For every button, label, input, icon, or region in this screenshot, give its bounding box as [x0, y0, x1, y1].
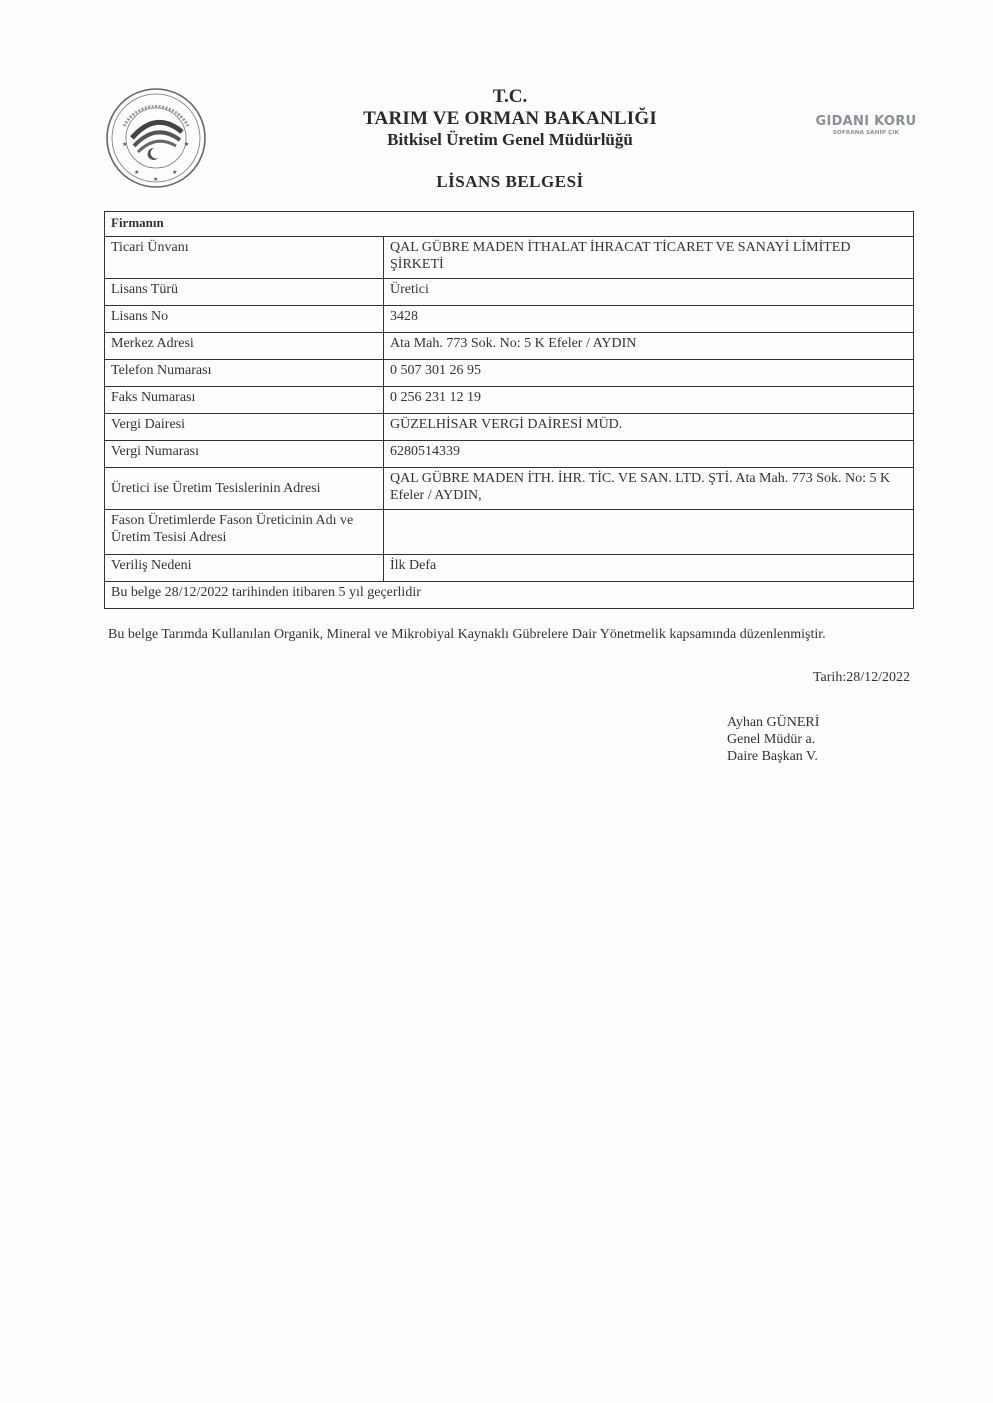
signatory-title-2: Daire Başkan V.	[727, 749, 818, 764]
row-label: Vergi Numarası	[105, 441, 384, 468]
row-label: Ticari Ünvanı	[105, 237, 384, 279]
table-row	[105, 468, 914, 510]
row-value: 6280514339	[384, 441, 914, 468]
row-label: Lisans No	[105, 306, 384, 333]
table-row	[105, 306, 914, 333]
table-row	[105, 510, 914, 555]
table-row	[105, 237, 914, 279]
table-row	[105, 414, 914, 441]
section-header: Firmanın	[105, 212, 914, 237]
license-table	[104, 211, 914, 609]
row-label: Faks Numarası	[105, 387, 384, 414]
svg-text:★: ★	[122, 141, 128, 148]
header-department: Bitkisel Üretim Genel Müdürlüğü	[387, 130, 633, 149]
document-title: LİSANS BELGESİ	[436, 172, 584, 191]
table-row	[105, 555, 914, 582]
row-value: Üretici	[384, 279, 914, 306]
logo-sub-text: SOFRANA SAHİP ÇIK	[832, 130, 900, 136]
table-row	[105, 279, 914, 306]
header-ministry: TARIM VE ORMAN BAKANLIĞI	[363, 108, 657, 129]
validity-statement: Bu belge 28/12/2022 tarihinden itibaren 5 yıl geçerlidir	[105, 582, 914, 609]
row-label: Veriliş Nedeni	[105, 555, 384, 582]
row-value: QAL GÜBRE MADEN İTHALAT İHRACAT TİCARET VE SANAYİ LİMİTED ŞİRKETİ	[384, 237, 914, 279]
row-label: Merkez Adresi	[105, 333, 384, 360]
signature-block	[727, 714, 907, 765]
regulation-note: Bu belge Tarımda Kullanılan Organik, Mineral ve Mikrobiyal Kaynaklı Gübrelere Dair Yönetmelik kapsamında düzenlenmiştir.	[108, 627, 826, 642]
logo-main-text: GIDANI KORU	[815, 114, 917, 129]
row-label: Üretici ise Üretim Tesislerinin Adresi	[105, 468, 384, 510]
row-value	[384, 510, 914, 555]
svg-text:★: ★	[153, 176, 159, 183]
table-row	[105, 441, 914, 468]
table-row	[105, 333, 914, 360]
row-value: GÜZELHİSAR VERGİ DAİRESİ MÜD.	[384, 414, 914, 441]
row-value: 0 507 301 26 95	[384, 360, 914, 387]
row-value: 3428	[384, 306, 914, 333]
table-row	[105, 360, 914, 387]
row-label: Lisans Türü	[105, 279, 384, 306]
document-header	[300, 86, 720, 151]
row-label: Vergi Dairesi	[105, 414, 384, 441]
table-row	[105, 387, 914, 414]
signatory-name: Ayhan GÜNERİ	[727, 715, 820, 730]
row-value: İlk Defa	[384, 555, 914, 582]
row-value: 0 256 231 12 19	[384, 387, 914, 414]
table-footer-row	[105, 582, 914, 609]
svg-text:★: ★	[172, 169, 178, 176]
row-label: Telefon Numarası	[105, 360, 384, 387]
issue-date: Tarih:28/12/2022	[812, 670, 910, 685]
svg-text:★: ★	[184, 141, 190, 148]
table-header-row	[105, 212, 914, 237]
row-value: Ata Mah. 773 Sok. No: 5 K Efeler / AYDIN	[384, 333, 914, 360]
header-country: T.C.	[492, 86, 528, 107]
row-label: Fason Üretimlerde Fason Üreticinin Adı ve Üretim Tesisi Adresi	[105, 510, 384, 555]
ministry-seal-icon	[104, 86, 208, 190]
gidani-koru-logo	[812, 114, 920, 136]
signatory-title: Genel Müdür a.	[727, 732, 816, 747]
row-value: QAL GÜBRE MADEN İTH. İHR. TİC. VE SAN. LTD. ŞTİ. Ata Mah. 773 Sok. No: 5 K Efeler / AYDIN,	[384, 468, 914, 510]
svg-text:★: ★	[134, 169, 140, 176]
